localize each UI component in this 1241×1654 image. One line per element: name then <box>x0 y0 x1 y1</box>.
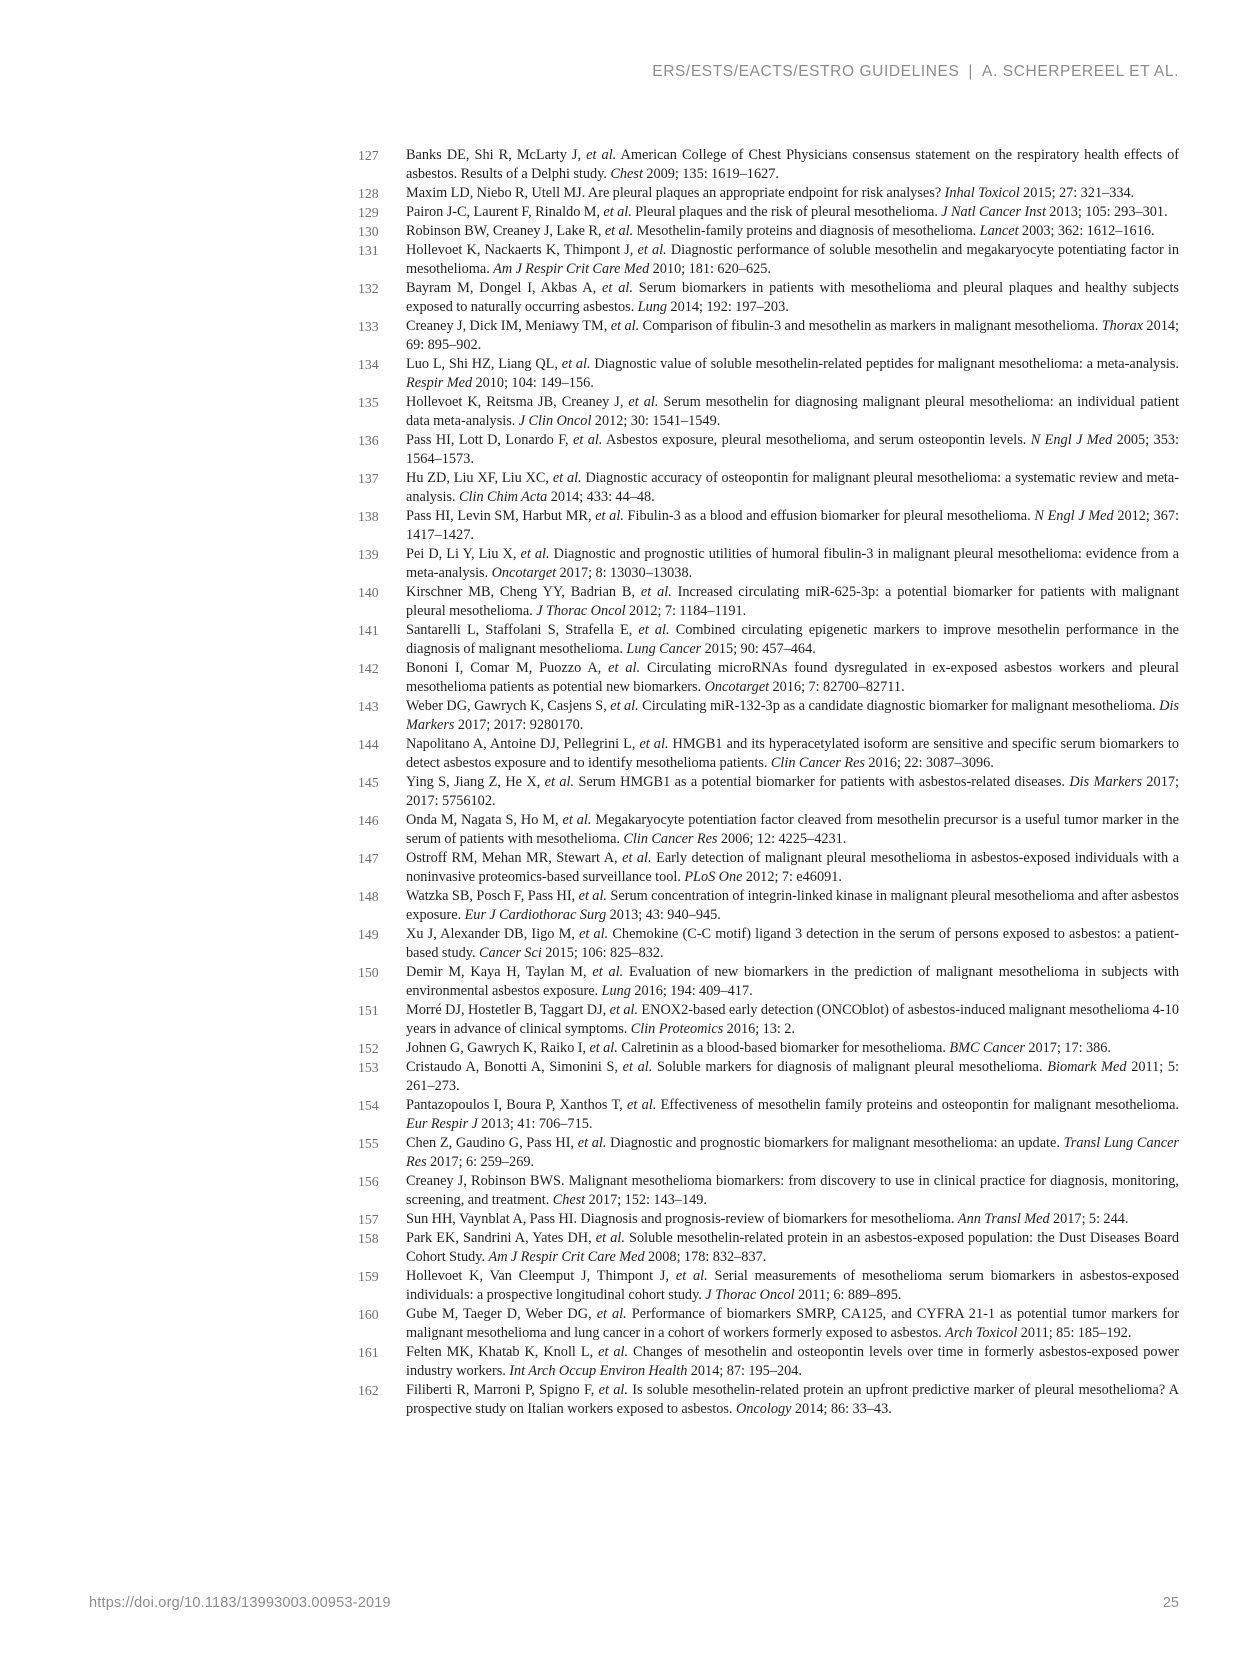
reference-italic: Oncotarget <box>491 565 557 581</box>
reference-number: 147 <box>358 851 379 866</box>
reference-segment: 2010; 181: 620–625. <box>649 261 772 277</box>
reference-segment: Serum biomarkers in patients with mesothelioma and pleural plaques and healthy subjects exposed to naturally occurring asbestos. <box>406 280 1179 315</box>
reference-number: 144 <box>358 737 379 752</box>
reference-segment: Hollevoet K, Reitsma JB, Creaney J, <box>406 394 629 410</box>
reference-italic: et al. <box>520 546 550 562</box>
reference-segment: 2014; 86: 33–43. <box>791 1401 892 1417</box>
reference-italic: et al. <box>637 242 667 258</box>
reference-segment: Ostroff RM, Mehan MR, Stewart A, <box>406 850 623 866</box>
reference-segment: Morré DJ, Hostetler B, Taggart DJ, <box>406 1002 610 1018</box>
reference-italic: et al. <box>577 1135 607 1151</box>
reference-segment: Mesothelin-family proteins and diagnosis of mesothelioma. <box>633 223 980 239</box>
reference-segment: Xu J, Alexander DB, Iigo M, <box>406 926 580 942</box>
reference-segment: Performance of biomarkers SMRP, CA125, and CYFRA 21-1 as potential tumor markers for malignant mesothelioma and lung cancer in a cohort of workers formerly exposed to asbestos. <box>406 1306 1179 1341</box>
reference-segment: Onda M, Nagata S, Ho M, <box>406 812 563 828</box>
reference-italic: J Thorac Oncol <box>536 603 626 619</box>
reference-text <box>406 773 1179 811</box>
reference-italic: N Engl J Med <box>1030 432 1113 448</box>
reference-segment: Demir M, Kaya H, Taylan M, <box>406 964 593 980</box>
reference-italic: et al. <box>552 470 582 486</box>
reference-item <box>358 317 1179 355</box>
reference-segment: Cristaudo A, Bonotti A, Simonini S, <box>406 1059 623 1075</box>
reference-item <box>358 773 1179 811</box>
reference-segment: Maxim LD, Niebo R, Utell MJ. Are pleural plaques an appropriate endpoint for risk analyses? <box>406 185 945 201</box>
reference-number: 141 <box>358 623 379 638</box>
reference-item <box>358 1039 1179 1058</box>
reference-segment: 2003; 362: 1612–1616. <box>1018 223 1155 239</box>
reference-item <box>358 925 1179 963</box>
reference-item <box>358 393 1179 431</box>
reference-segment: 2015; 90: 457–464. <box>701 641 816 657</box>
reference-text <box>406 469 1179 507</box>
reference-text <box>406 811 1179 849</box>
reference-number: 146 <box>358 813 379 828</box>
reference-text <box>406 203 1179 222</box>
reference-segment: Santarelli L, Staffolani S, Strafella E, <box>406 622 639 638</box>
reference-item <box>358 1058 1179 1096</box>
reference-segment: Robinson BW, Creaney J, Lake R, <box>406 223 605 239</box>
reference-segment: 2014; 433: 44–48. <box>547 489 655 505</box>
reference-segment: ENOX2-based early detection (ONCOblot) of asbestos-induced malignant mesothelioma 4-10 years in advance of clinical symptoms. <box>406 1002 1179 1037</box>
reference-item <box>358 222 1179 241</box>
reference-number: 142 <box>358 661 379 676</box>
reference-italic: et al. <box>610 698 639 714</box>
reference-segment: 2017; 17: 386. <box>1024 1040 1111 1056</box>
reference-number: 159 <box>358 1269 379 1284</box>
reference-italic: Int Arch Occup Environ Health <box>509 1363 688 1379</box>
reference-segment: Pass HI, Levin SM, Harbut MR, <box>406 508 596 524</box>
reference-number: 148 <box>358 889 379 904</box>
reference-segment: 2014; 69: 895–902. <box>406 318 1179 353</box>
reference-number: 139 <box>358 547 379 562</box>
reference-number: 128 <box>358 186 379 201</box>
reference-segment: Diagnostic value of soluble mesothelin-related peptides for malignant mesothelioma: a meta-analysis. <box>590 356 1179 372</box>
reference-segment: Megakaryocyte potentiation factor cleaved from mesothelin precursor is a useful tumor marker in the serum of patients with mesothelioma. <box>406 812 1179 847</box>
reference-number: 134 <box>358 357 379 372</box>
reference-segment: Hu ZD, Liu XF, Liu XC, <box>406 470 553 486</box>
reference-text <box>406 849 1179 887</box>
reference-italic: et al. <box>595 1230 625 1246</box>
reference-segment: Serial measurements of mesothelioma serum biomarkers in asbestos-exposed individuals: a prospective longitudinal cohort study. <box>406 1268 1180 1303</box>
reference-segment: Calretinin as a blood-based biomarker for mesothelioma. <box>617 1040 950 1056</box>
reference-item <box>358 545 1179 583</box>
reference-number: 150 <box>358 965 379 980</box>
reference-item <box>358 184 1179 203</box>
reference-segment: Pantazopoulos I, Boura P, Xanthos T, <box>406 1097 627 1113</box>
reference-text <box>406 963 1179 1001</box>
reference-italic: Dis Markers <box>406 698 1180 733</box>
reference-segment: Diagnostic and prognostic biomarkers for malignant mesothelioma: an update. <box>606 1135 1064 1151</box>
reference-italic: Ann Transl Med <box>957 1211 1050 1227</box>
reference-italic: Arch Toxicol <box>945 1325 1018 1341</box>
reference-segment: Fibulin-3 as a blood and effusion biomarker for pleural mesothelioma. <box>623 508 1035 524</box>
reference-segment: Luo L, Shi HZ, Liang QL, <box>406 356 562 372</box>
reference-number: 143 <box>358 699 379 714</box>
reference-number: 153 <box>358 1060 379 1075</box>
reference-number: 161 <box>358 1345 379 1360</box>
reference-segment: 2017; 152: 143–149. <box>585 1192 707 1208</box>
reference-italic: Lung Cancer <box>626 641 702 657</box>
reference-italic: et al. <box>544 774 575 790</box>
reference-segment: 2012; 30: 1541–1549. <box>591 413 721 429</box>
reference-segment: Pairon J-C, Laurent F, Rinaldo M, <box>406 204 604 220</box>
reference-text <box>406 1381 1179 1419</box>
reference-segment: 2012; 7: 1184–1191. <box>625 603 747 619</box>
reference-italic: et al. <box>675 1268 708 1284</box>
reference-text <box>406 1305 1179 1343</box>
reference-italic: et al. <box>610 318 640 334</box>
reference-segment: Filiberti R, Marroni P, Spigno F, <box>406 1382 599 1398</box>
reference-italic: Eur J Cardiothorac Surg <box>464 907 607 923</box>
reference-segment: 2005; 353: 1564–1573. <box>406 432 1179 467</box>
reference-segment: Circulating miR-132-3p as a candidate diagnostic biomarker for malignant mesothelioma. <box>638 698 1160 714</box>
reference-number: 157 <box>358 1212 379 1227</box>
reference-number: 156 <box>358 1174 379 1189</box>
reference-italic: et al. <box>603 204 632 220</box>
reference-segment: Hollevoet K, Van Cleemput J, Thimpont J, <box>406 1268 676 1284</box>
reference-italic: et al. <box>639 736 669 752</box>
reference-number: 130 <box>358 224 379 239</box>
reference-number: 140 <box>358 585 379 600</box>
reference-text <box>406 1172 1179 1210</box>
reference-segment: Sun HH, Vaynblat A, Pass HI. Diagnosis and prognosis-review of biomarkers for mesothelioma. <box>406 1211 958 1227</box>
reference-segment: Bayram M, Dongel I, Akbas A, <box>406 280 603 296</box>
reference-text <box>406 146 1179 184</box>
reference-italic: PLoS One <box>684 869 743 885</box>
reference-italic: Oncotarget <box>704 679 770 695</box>
reference-italic: N Engl J Med <box>1034 508 1114 524</box>
reference-italic: et al. <box>640 584 672 600</box>
reference-text <box>406 279 1179 317</box>
reference-italic: et al. <box>608 660 641 676</box>
reference-italic: J Natl Cancer Inst <box>941 204 1046 220</box>
reference-number: 151 <box>358 1003 379 1018</box>
reference-segment: 2012; 367: 1417–1427. <box>406 508 1179 543</box>
reference-italic: et al. <box>595 508 624 524</box>
reference-segment: Ying S, Jiang Z, He X, <box>406 774 545 790</box>
reference-item <box>358 811 1179 849</box>
reference-italic: Inhal Toxicol <box>944 185 1020 201</box>
reference-segment: 2011; 85: 185–192. <box>1017 1325 1132 1341</box>
reference-segment: Gube M, Taeger D, Weber DG, <box>406 1306 597 1322</box>
reference-segment: 2017; 2017: 9280170. <box>454 717 584 733</box>
reference-segment: 2017; 5: 244. <box>1049 1211 1129 1227</box>
reference-italic: Cancer Sci <box>478 945 542 961</box>
reference-item <box>358 1210 1179 1229</box>
reference-text <box>406 1001 1179 1039</box>
reference-segment: Soluble mesothelin-related protein in an asbestos-exposed population: the Dust Diseases Board Cohort Study. <box>406 1230 1179 1265</box>
reference-number: 154 <box>358 1098 379 1113</box>
reference-number: 132 <box>358 281 379 296</box>
reference-text <box>406 621 1179 659</box>
reference-number: 136 <box>358 433 379 448</box>
reference-text <box>406 241 1179 279</box>
reference-item <box>358 203 1179 222</box>
reference-segment: 2008; 178: 832–837. <box>644 1249 767 1265</box>
reference-italic: Clin Cancer Res <box>770 755 865 771</box>
reference-segment: Effectiveness of mesothelin family proteins and osteopontin for malignant mesothelioma. <box>656 1097 1179 1113</box>
reference-text <box>406 583 1179 621</box>
reference-text <box>406 1134 1179 1172</box>
reference-item <box>358 1172 1179 1210</box>
reference-segment: 2017; 2017: 5756102. <box>406 774 1179 809</box>
reference-segment: Asbestos exposure, pleural mesothelioma, and serum osteopontin levels. <box>602 432 1031 448</box>
reference-italic: et al. <box>602 280 633 296</box>
reference-number: 160 <box>358 1307 379 1322</box>
reference-italic: J Thorac Oncol <box>705 1287 795 1303</box>
reference-item <box>358 1229 1179 1267</box>
reference-number: 149 <box>358 927 379 942</box>
reference-text <box>406 735 1179 773</box>
reference-segment: Evaluation of new biomarkers in the prediction of malignant mesothelioma in subjects with environmental asbestos exposure. <box>406 964 1179 999</box>
reference-segment: 2013; 105: 293–301. <box>1045 204 1168 220</box>
reference-text <box>406 659 1179 697</box>
reference-text <box>406 222 1179 241</box>
reference-text <box>406 887 1179 925</box>
reference-item <box>358 659 1179 697</box>
reference-item <box>358 1134 1179 1172</box>
reference-italic: Clin Chim Acta <box>459 489 548 505</box>
reference-item <box>358 621 1179 659</box>
reference-italic: Lung <box>601 983 631 999</box>
reference-segment: Hollevoet K, Nackaerts K, Thimpont J, <box>406 242 638 258</box>
reference-number: 155 <box>358 1136 379 1151</box>
reference-italic: Oncology <box>735 1401 792 1417</box>
reference-segment: Soluble markers for diagnosis of malignant pleural mesothelioma. <box>652 1059 1048 1075</box>
reference-text <box>406 1229 1179 1267</box>
reference-number: 135 <box>358 395 379 410</box>
reference-segment: 2009; 135: 1619–1627. <box>642 166 779 182</box>
reference-text <box>406 545 1179 583</box>
reference-number: 133 <box>358 319 379 334</box>
reference-item <box>358 849 1179 887</box>
reference-segment: 2013; 43: 940–945. <box>606 907 721 923</box>
reference-italic: et al. <box>609 1002 639 1018</box>
reference-segment: Serum concentration of integrin-linked kinase in malignant pleural mesothelioma and after asbestos exposure. <box>406 888 1180 923</box>
reference-segment: Kirschner MB, Cheng YY, Badrian B, <box>406 584 641 600</box>
reference-italic: et al. <box>579 926 609 942</box>
reference-italic: Eur Respir J <box>406 1116 478 1132</box>
reference-segment: 2016; 13: 2. <box>723 1021 795 1037</box>
reference-segment: Comparison of fibulin-3 and mesothelin as markers in malignant mesothelioma. <box>639 318 1102 334</box>
page-number: 25 <box>1162 1595 1179 1611</box>
reference-number: 137 <box>358 471 379 486</box>
reference-segment: Pleural plaques and the risk of pleural mesothelioma. <box>631 204 942 220</box>
reference-text <box>406 355 1179 393</box>
reference-text <box>406 925 1179 963</box>
reference-text <box>406 317 1179 355</box>
reference-italic: BMC Cancer <box>949 1040 1025 1056</box>
reference-italic: Dis Markers <box>1069 774 1143 790</box>
reference-text <box>406 1210 1179 1229</box>
reference-segment: Chen Z, Gaudino G, Pass HI, <box>406 1135 578 1151</box>
reference-segment: 2016; 22: 3087–3096. <box>864 755 994 771</box>
reference-italic: J Clin Oncol <box>518 413 592 429</box>
reference-italic: et al. <box>622 1059 653 1075</box>
reference-segment: Serum mesothelin for diagnosing malignant pleural mesothelioma: an individual patient data meta-analysis. <box>406 394 1179 429</box>
reference-segment: 2015; 27: 321–334. <box>1019 185 1135 201</box>
reference-number: 162 <box>358 1383 379 1398</box>
reference-segment: 2010; 104: 149–156. <box>472 375 594 391</box>
reference-text <box>406 431 1179 469</box>
reference-segment: Diagnostic and prognostic utilities of humoral fibulin-3 in malignant pleural mesothelioma: evidence from a meta-analysis. <box>406 546 1179 581</box>
reference-segment: Chemokine (C-C motif) ligand 3 detection in the serum of persons exposed to asbestos: a patient-based study. <box>406 926 1179 961</box>
reference-segment: Creaney J, Robinson BWS. Malignant mesothelioma biomarkers: from discovery to use in clinical practice for diagnosis, monitoring, screening, and treatment. <box>406 1173 1179 1208</box>
reference-segment: Combined circulating epigenetic markers to improve mesothelin performance in the diagnosis of malignant mesothelioma. <box>406 622 1179 657</box>
reference-segment: Increased circulating miR-625-3p: a potential biomarker for patients with malignant pleural mesothelioma. <box>406 584 1179 619</box>
header-separator: | <box>968 63 974 80</box>
reference-italic: et al. <box>628 394 659 410</box>
reference-segment: American College of Chest Physicians consensus statement on the respiratory health effects of asbestos. Results of a Delphi study. <box>406 147 1179 182</box>
reference-italic: et al. <box>598 1382 628 1398</box>
reference-italic: Lung <box>637 299 668 315</box>
reference-segment: Johnen G, Gawrych K, Raiko I, <box>406 1040 590 1056</box>
reference-segment: Pass HI, Lott D, Lonardo F, <box>406 432 574 448</box>
reference-segment: 2011; 6: 889–895. <box>794 1287 902 1303</box>
reference-segment: 2017; 8: 13030–13038. <box>556 565 693 581</box>
reference-item <box>358 241 1179 279</box>
reference-item <box>358 583 1179 621</box>
reference-italic: et al. <box>598 1344 629 1360</box>
reference-segment: 2006; 12: 4225–4231. <box>717 831 847 847</box>
reference-item <box>358 697 1179 735</box>
reference-item <box>358 1267 1179 1305</box>
reference-item <box>358 1096 1179 1134</box>
reference-italic: et al. <box>627 1097 657 1113</box>
reference-segment: 2016; 7: 82700–82711. <box>769 679 905 695</box>
reference-item <box>358 146 1179 184</box>
reference-italic: Am J Respir Crit Care Med <box>493 261 650 277</box>
reference-segment: Is soluble mesothelin-related protein an upfront predictive marker of pleural mesothelioma? A prospective study on Italian workers exposed to asbestos. <box>406 1382 1179 1417</box>
reference-italic: et al. <box>562 812 592 828</box>
reference-item <box>358 887 1179 925</box>
reference-segment: Diagnostic accuracy of osteopontin for malignant pleural mesothelioma: a systematic review and meta-analysis. <box>406 470 1179 505</box>
reference-segment: Felten MK, Khatab K, Knoll L, <box>406 1344 599 1360</box>
reference-italic: Clin Proteomics <box>630 1021 724 1037</box>
reference-segment: 2012; 7: e46091. <box>742 869 842 885</box>
reference-item <box>358 355 1179 393</box>
reference-text <box>406 507 1179 545</box>
reference-italic: Thorax <box>1101 318 1144 334</box>
reference-italic: et al. <box>573 432 603 448</box>
reference-text <box>406 184 1179 203</box>
reference-italic: et al. <box>586 147 617 163</box>
reference-italic: Clin Cancer Res <box>623 831 718 847</box>
reference-segment: Serum HMGB1 as a potential biomarker for patients with asbestos-related diseases. <box>574 774 1070 790</box>
reference-text <box>406 1096 1179 1134</box>
reference-italic: Chest <box>610 166 643 182</box>
reference-italic: et al. <box>596 1306 627 1322</box>
doi-link[interactable]: https://doi.org/10.1183/13993003.00953-2019 <box>89 1595 391 1611</box>
reference-italic: Biomark Med <box>1047 1059 1127 1075</box>
reference-segment: Changes of mesothelin and osteopontin levels over time in formerly asbestos-exposed power industry workers. <box>406 1344 1179 1379</box>
reference-item <box>358 1001 1179 1039</box>
reference-segment: 2011; 5: 261–273. <box>406 1059 1180 1094</box>
reference-segment: Napolitano A, Antoine DJ, Pellegrini L, <box>406 736 640 752</box>
reference-italic: Lancet <box>979 223 1019 239</box>
reference-item <box>358 507 1179 545</box>
reference-item <box>358 1343 1179 1381</box>
reference-italic: et al. <box>561 356 591 372</box>
reference-segment: Banks DE, Shi R, McLarty J, <box>406 147 587 163</box>
reference-italic: et al. <box>638 622 670 638</box>
reference-italic: et al. <box>589 1040 618 1056</box>
reference-segment: Circulating microRNAs found dysregulated in ex-exposed asbestos workers and pleural mesothelioma patients as potential new biomarkers. <box>406 660 1180 695</box>
reference-item <box>358 279 1179 317</box>
journal-section-title: ERS/ESTS/EACTS/ESTRO GUIDELINES <box>652 63 960 80</box>
reference-italic: et al. <box>592 964 624 980</box>
reference-item <box>358 1381 1179 1419</box>
reference-text <box>406 393 1179 431</box>
reference-item <box>358 735 1179 773</box>
reference-number: 145 <box>358 775 379 790</box>
reference-number: 129 <box>358 205 379 220</box>
reference-item <box>358 469 1179 507</box>
reference-segment: 2016; 194: 409–417. <box>630 983 753 999</box>
reference-segment: 2017; 6: 259–269. <box>426 1154 535 1170</box>
reference-list <box>358 146 1179 1419</box>
reference-segment: 2015; 106: 825–832. <box>541 945 664 961</box>
reference-segment: HMGB1 and its hyperacetylated isoform are sensitive and specific serum biomarkers to detect asbestos exposure and to identify mesothelioma patients. <box>406 736 1179 771</box>
reference-italic: et al. <box>604 223 634 239</box>
reference-number: 127 <box>358 148 379 163</box>
reference-item <box>358 963 1179 1001</box>
reference-text <box>406 1058 1179 1096</box>
reference-italic: et al. <box>578 888 608 904</box>
reference-italic: Transl Lung Cancer Res <box>406 1135 1179 1170</box>
reference-segment: 2014; 192: 197–203. <box>667 299 789 315</box>
reference-italic: et al. <box>622 850 652 866</box>
reference-segment: 2014; 87: 195–204. <box>687 1363 802 1379</box>
reference-text <box>406 1343 1179 1381</box>
reference-text <box>406 1267 1179 1305</box>
reference-segment: 2013; 41: 706–715. <box>477 1116 593 1132</box>
header-authors: A. SCHERPEREEL ET AL. <box>982 63 1179 80</box>
reference-number: 152 <box>358 1041 379 1056</box>
reference-italic: Am J Respir Crit Care Med <box>488 1249 645 1265</box>
reference-segment: Weber DG, Gawrych K, Casjens S, <box>406 698 611 714</box>
reference-segment: Pei D, Li Y, Liu X, <box>406 546 521 562</box>
reference-segment: Diagnostic performance of soluble mesothelin and megakaryocyte potentiating factor in mesothelioma. <box>406 242 1179 277</box>
reference-item <box>358 1305 1179 1343</box>
reference-segment: Bononi I, Comar M, Puozzo A, <box>406 660 609 676</box>
reference-italic: Respir Med <box>406 375 473 391</box>
reference-number: 131 <box>358 243 379 258</box>
reference-segment: Creaney J, Dick IM, Meniawy TM, <box>406 318 611 334</box>
running-header <box>652 63 1179 81</box>
reference-segment: Early detection of malignant pleural mesothelioma in asbestos-exposed individuals with a noninvasive proteomics-based surveillance tool. <box>406 850 1180 885</box>
reference-segment: Watzka SB, Posch F, Pass HI, <box>406 888 579 904</box>
reference-number: 158 <box>358 1231 379 1246</box>
reference-item <box>358 431 1179 469</box>
reference-text <box>406 1039 1179 1058</box>
reference-number: 138 <box>358 509 379 524</box>
reference-text <box>406 697 1179 735</box>
reference-segment: Park EK, Sandrini A, Yates DH, <box>406 1230 596 1246</box>
reference-italic: Chest <box>552 1192 586 1208</box>
